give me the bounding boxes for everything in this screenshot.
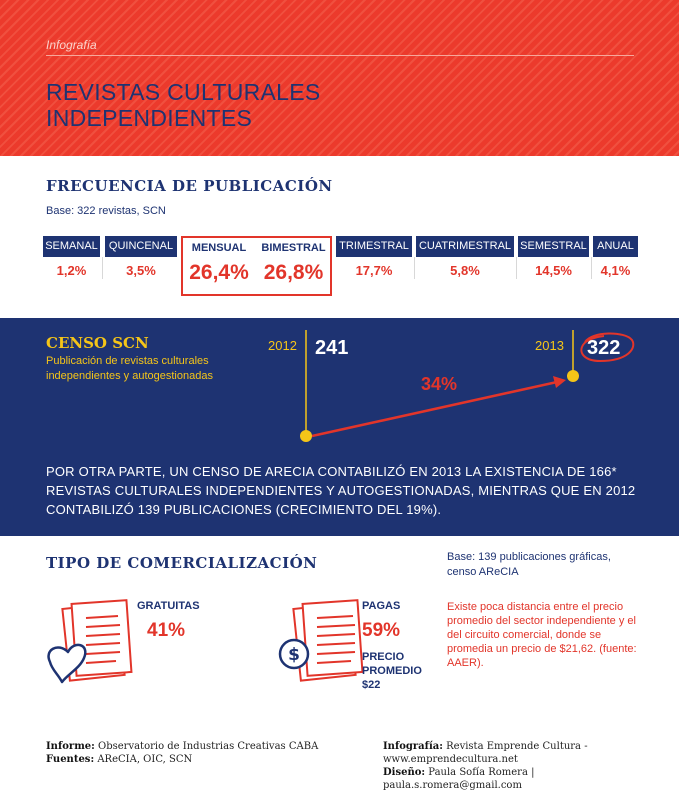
freq-label: MENSUAL (191, 242, 247, 254)
tipo-title: TIPO DE COMERCIALIZACIÓN (46, 554, 318, 572)
kicker: Infografía (46, 38, 97, 52)
fuentes-label: Fuentes: (46, 754, 95, 765)
diseno-label: Diseño: (383, 767, 426, 778)
tipo-note: Existe poca distancia entre el precio promedio del sector independiente y el del circuito comercial, donde se promedia un precio de $21,62. (fuente: AAER). (447, 601, 637, 669)
freq-separator (102, 257, 103, 279)
freq-value: 4,1% (600, 263, 631, 278)
censo-title: CENSO SCN (46, 334, 149, 352)
title-line-2: INDEPENDIENTES (46, 105, 253, 131)
informe-label: Informe: (46, 741, 95, 752)
frecuencia-base: Base: 322 revistas, SCN (46, 205, 166, 217)
freq-label: BIMESTRAL (261, 242, 326, 254)
dot-2012 (300, 430, 312, 442)
freq-value: 17,7% (355, 263, 393, 278)
footer-right (383, 740, 658, 792)
infografia-value: Revista Emprende Cultura - www.emprendecultura.net (383, 741, 588, 765)
freq-value: 26,8% (263, 261, 324, 284)
footer-informe (46, 740, 366, 753)
diseno-value: Paula Sofía Romera | paula.s.romera@gmail.com (383, 767, 535, 791)
dot-2013 (567, 370, 579, 382)
freq-separator (591, 257, 592, 279)
year-2013: 2013 (535, 338, 564, 353)
pagas-label: PAGAS (362, 600, 401, 612)
svg-text:$: $ (288, 645, 300, 665)
freq-col-semanal (43, 236, 100, 282)
censo-subtitle: Publicación de revistas culturales independientes y autogestionadas (46, 355, 213, 382)
freq-label: ANUAL (593, 236, 638, 257)
freq-label: SEMANAL (43, 236, 100, 257)
gratuitas-label: GRATUITAS (137, 600, 200, 612)
freq-separator (414, 257, 415, 279)
tipo-base: Base: 139 publicaciones gráficas, censo AReCIA (447, 551, 611, 578)
value-2012: 241 (315, 337, 349, 359)
freq-label: TRIMESTRAL (336, 236, 412, 257)
page-title (46, 79, 321, 131)
title-line-1: REVISTAS CULTURALES (46, 79, 321, 105)
kicker-divider (46, 55, 634, 56)
freq-separator (516, 257, 517, 279)
precio-line-3: $22 (362, 679, 381, 691)
free-magazine-icon (38, 596, 148, 696)
freq-col-anual (593, 236, 638, 282)
freq-value: 3,5% (126, 263, 156, 278)
freq-col-cuatrimestral (416, 236, 514, 282)
footer-diseno (383, 766, 658, 792)
infografia-label: Infografía: (383, 741, 443, 752)
footer-infografia (383, 740, 658, 766)
header-banner (0, 0, 679, 156)
freq-col-trimestral (336, 236, 412, 282)
freq-col-quincenal (105, 236, 177, 282)
freq-col-semestral (518, 236, 589, 282)
freq-label: SEMESTRAL (518, 236, 589, 257)
footer-fuentes (46, 753, 366, 766)
freq-value: 5,8% (450, 263, 480, 278)
arrow-head-icon (553, 376, 566, 388)
growth-percent: 34% (421, 374, 458, 394)
fuentes-value: AReCIA, OIC, SCN (97, 754, 193, 765)
precio-promedio (362, 650, 422, 692)
informe-value: Observatorio de Industrias Creativas CABA (98, 741, 319, 752)
freq-label: QUINCENAL (105, 236, 177, 257)
gratuitas-percent: 41% (147, 620, 186, 641)
precio-line-2: PROMEDIO (362, 665, 422, 677)
freq-value: 26,4% (189, 261, 249, 284)
value-2013: 322 (587, 337, 621, 359)
freq-col-mensual (183, 238, 255, 285)
precio-line-1: PRECIO (362, 651, 405, 663)
censo-paragraph: POR OTRA PARTE, UN CENSO DE ARECIA CONTABILIZÓ EN 2013 LA EXISTENCIA DE 166* REVISTAS CULTURALES INDEPENDIENTES Y AUTOGESTIONADAS, MIENTRAS QUE EN 2012 CONTABILIZÓ 139 PUBLICACIONES (CRECIMIENTO DEL 19%). (46, 464, 636, 517)
freq-value: 1,2% (56, 263, 87, 278)
pagas-percent: 59% (362, 620, 401, 641)
paid-magazine-icon (275, 596, 365, 696)
freq-col-bimestral (257, 238, 330, 285)
footer-left (46, 740, 366, 766)
frecuencia-title: FRECUENCIA DE PUBLICACIÓN (46, 177, 333, 195)
year-2012: 2012 (268, 338, 297, 353)
freq-label: CUATRIMESTRAL (416, 236, 514, 257)
freq-value: 14,5% (535, 263, 572, 278)
